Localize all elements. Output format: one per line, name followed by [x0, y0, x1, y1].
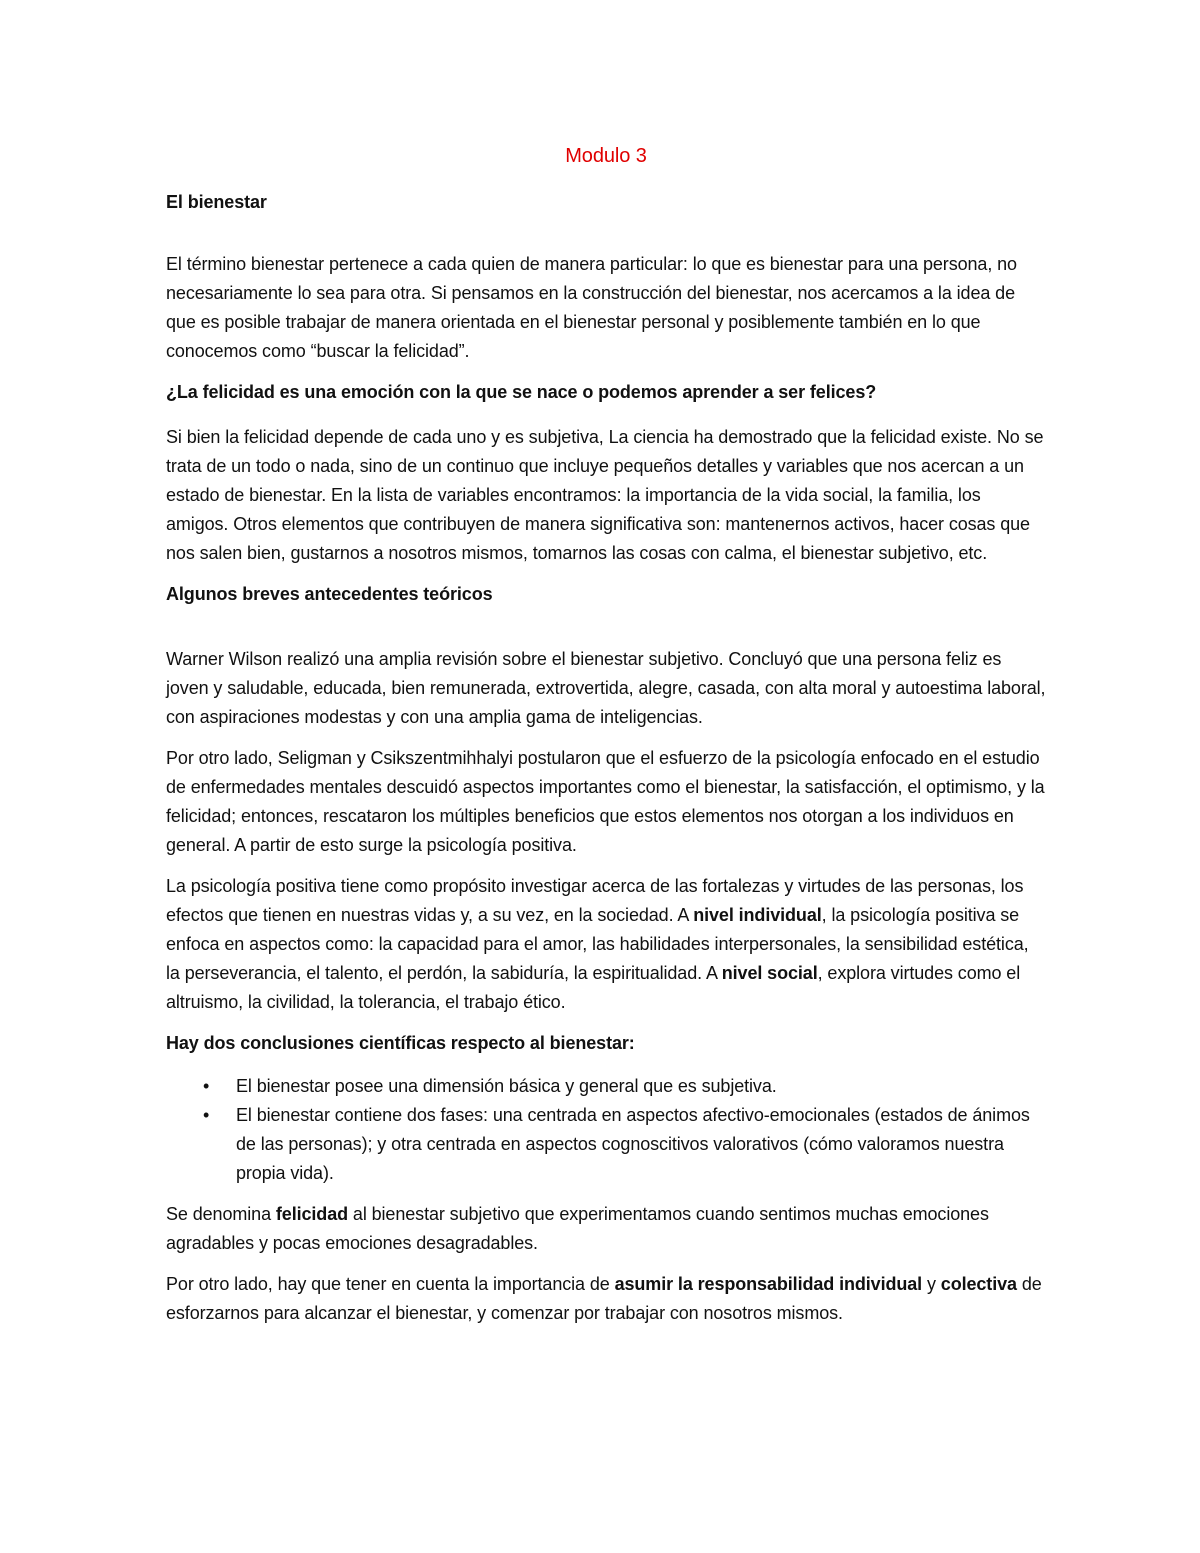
text-run: al bienestar subjetivo que experimentamos cuando sentimos muchas emociones agradables y pocas emociones desagradables.	[166, 1204, 989, 1253]
text-run: La psicología positiva tiene como propósito investigar acerca de las fortalezas y virtudes de las personas, los efectos que tienen en nuestras vidas y, a su vez, en la sociedad. A	[166, 876, 1024, 925]
bold-felicidad: felicidad	[275, 1204, 349, 1224]
text-run: y	[922, 1274, 941, 1294]
paragraph-warner-wilson: Warner Wilson realizó una amplia revisión sobre el bienestar subjetivo. Concluyó que una persona feliz es joven y saludable, educada, bien remunerada, extrovertida, alegre, casada, con alta moral y autoestima laboral, con aspiraciones modestas y con una amplia gama de inteligencias.	[166, 649, 1046, 727]
section-heading-antecedentes: Algunos breves antecedentes teóricos	[166, 584, 493, 604]
bold-nivel-social: nivel social	[721, 963, 818, 983]
paragraph-seligman: Por otro lado, Seligman y Csikszentmihhalyi postularon que el esfuerzo de la psicología enfocado en el estudio de enfermedades mentales descuidó aspectos importantes como el bienestar, la satisfacción, el optimismo, y la felicidad; entonces, rescataron los múltiples beneficios que estos elementos nos otorgan a los individuos en general. A partir de esto surge la psicología positiva.	[166, 748, 1045, 855]
bullet-icon: •	[203, 1076, 210, 1096]
paragraph-responsabilidad	[166, 1270, 1046, 1328]
section-heading-bienestar: El bienestar	[166, 192, 267, 212]
list-item	[203, 1072, 1046, 1101]
list-item-text: El bienestar contiene dos fases: una centrada en aspectos afectivo-emocionales (estados de ánimos de las personas); y otra centrada en aspectos cognoscitivos valorativos (cómo valoramos nuestra propia vida).	[236, 1105, 1030, 1183]
paragraph-felicidad-definicion	[166, 1200, 1046, 1258]
text-run: , explora virtudes como el altruismo, la civilidad, la tolerancia, el trabajo ético.	[166, 963, 1021, 1012]
bold-nivel-individual: nivel individual	[693, 905, 822, 925]
conclusions-list	[166, 1072, 1046, 1188]
bullet-icon: •	[203, 1105, 210, 1125]
paragraph-psicologia-positiva	[166, 872, 1046, 1017]
paragraph-termino-bienestar: El término bienestar pertenece a cada quien de manera particular: lo que es bienestar para una persona, no necesariamente lo sea para otra. Si pensamos en la construcción del bienestar, nos acercamos a la idea de que es posible trabajar de manera orientada en el bienestar personal y posiblemente también en lo que conocemos como “buscar la felicidad”.	[166, 254, 1017, 361]
section-heading-conclusiones: Hay dos conclusiones científicas respecto al bienestar:	[166, 1033, 635, 1053]
document-title: Modulo 3	[565, 145, 647, 167]
list-item	[203, 1101, 1046, 1188]
document-page	[166, 134, 1046, 1340]
text-run: , la psicología positiva se enfoca en aspectos como: la capacidad para el amor, las habilidades interpersonales, la sensibilidad estética, la perseverancia, el talento, el perdón, la sabiduría, la espiritualidad. A	[166, 905, 1029, 983]
text-run: Por otro lado, hay que tener en cuenta la importancia de	[166, 1274, 615, 1294]
section-heading-felicidad-question: ¿La felicidad es una emoción con la que se nace o podemos aprender a ser felices?	[166, 382, 877, 402]
list-item-text: El bienestar posee una dimensión básica y general que es subjetiva.	[236, 1076, 777, 1096]
text-run: de esforzarnos para alcanzar el bienestar, y comenzar por trabajar con nosotros mismos.	[166, 1274, 1042, 1323]
text-run: Se denomina	[166, 1204, 276, 1224]
bold-responsabilidad-individual: asumir la responsabilidad individual	[614, 1274, 923, 1294]
bold-colectiva: colectiva	[940, 1274, 1017, 1294]
paragraph-felicidad-subjetiva: Si bien la felicidad depende de cada uno y es subjetiva, La ciencia ha demostrado que la felicidad existe. No se trata de un todo o nada, sino de un continuo que incluye pequeños detalles y variables que nos acercan a un estado de bienestar. En la lista de variables encontramos: la importancia de la vida social, la familia, los amigos. Otros elementos que contribuyen de manera significativa son: mantenernos activos, hacer cosas que nos salen bien, gustarnos a nosotros mismos, tomarnos las cosas con calma, el bienestar subjetivo, etc.	[166, 427, 1044, 563]
